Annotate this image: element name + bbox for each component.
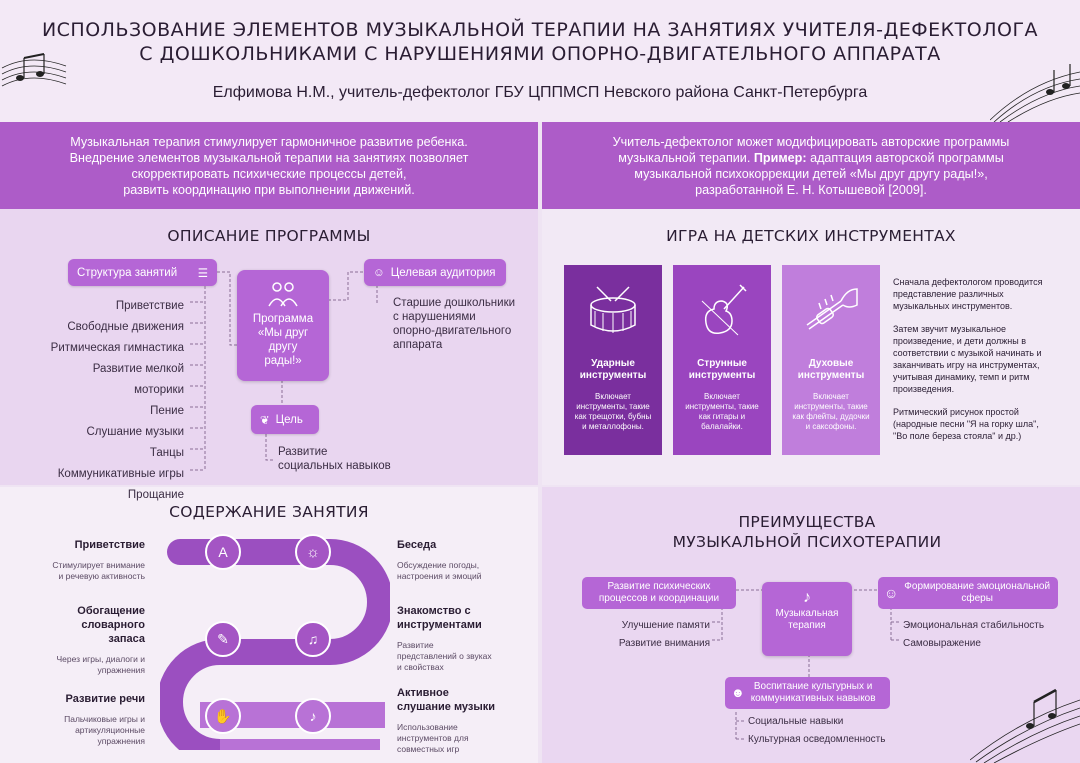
benefits-center: ♪ Музыкальная терапия (762, 582, 852, 656)
instruments-title: ИГРА НА ДЕТСКИХ ИНСТРУМЕНТАХ (666, 227, 956, 245)
list-item: Слушание музыки (86, 426, 184, 438)
hands-icon: ❦ (260, 414, 270, 427)
list-item: Ритмическая гимнастика (50, 342, 184, 354)
step-speech: Развитие речи Пальчиковые игры и артикуляционные упражнения (64, 693, 145, 746)
smile-icon: ☺ (884, 585, 899, 601)
conversation-step-icon: ☼ (295, 534, 331, 570)
therapy-icon: ♪ (803, 589, 811, 606)
benefit-cognitive: Развитие психических процессов и координации (582, 577, 736, 609)
list-item: Приветствие (115, 300, 184, 312)
emotional-items (903, 617, 1044, 653)
instruments-description: Сначала дефектологом проводится представление различных музыкальных инструментов. Затем звучит музыкальное произведение, и дети должны в соответствии с музыкой начинать и заканчивать игру на инструментах, учитывая динамику, темп и ритм произведения. Ритмический рисунок простой (народные песни "Я на горку шла", "Во поле береза стояла" и др.) (893, 277, 1043, 441)
list-item: Социальные навыки (748, 716, 844, 727)
step-instruments: Знакомство с инструментами Развитие представлений о звуках и свойствах (397, 605, 492, 672)
step-greeting: Приветствие Стимулирует внимание и речевую активность (52, 539, 145, 581)
cognitive-items (585, 617, 710, 653)
program-title: ОПИСАНИЕ ПРОГРАММЫ (167, 227, 371, 245)
list-item: Улучшение памяти (621, 620, 710, 631)
greeting-step-icon: A (205, 534, 241, 570)
program-center: Программа «Мы друг другу рады!» (237, 270, 329, 381)
lesson-title: СОДЕРЖАНИЕ ЗАНЯТИЯ (169, 503, 369, 521)
intro-left: Музыкальная терапия стимулирует гармоничное развитие ребенка. Внедрение элементов музыкальной терапии на занятиях позволяет скорректировать психические процессы детей, развить координацию при выполнении движений. (0, 122, 538, 209)
listening-step-icon: ♪ (295, 698, 331, 734)
list-item: Культурная осведомленность (748, 734, 886, 745)
card-wind: Духовые инструменты Включает инструменты, такие как флейты, дудочки и саксофоны. (782, 265, 880, 455)
violin-icon (692, 281, 752, 341)
goal-text: Развитие социальных навыков (278, 446, 391, 472)
group-icon: ☻ (731, 685, 745, 700)
audience-text: Старшие дошкольники с нарушениями опорно-двигательного аппарата (393, 297, 516, 351)
people-icon (266, 280, 300, 308)
structure-label: Структура занятий ☰ (68, 259, 217, 286)
step-vocabulary: Обогащение словарного запаса Через игры, диалоги и упражнения (56, 605, 145, 675)
list-item: Эмоциональная стабильность (903, 620, 1045, 631)
instruments-step-icon: ♫ (295, 621, 331, 657)
music-staff-bottom-icon (970, 670, 1080, 763)
trumpet-icon (801, 281, 861, 341)
list-item: Развитие мелкой моторики (92, 363, 184, 396)
benefit-emotional: ☺ Формирование эмоциональной сферы (878, 577, 1058, 609)
step-listening: Активное слушание музыки Использование инструментов для совместных игр (397, 687, 496, 754)
goal-label: ❦ Цель (251, 405, 319, 434)
list-item: Коммуникативные игры (57, 468, 184, 480)
audience-label: ☺ Целевая аудитория (364, 259, 506, 286)
step-conversation: Беседа Обсуждение погоды, настроения и эмоций (397, 539, 482, 581)
speech-step-icon: ✋ (205, 698, 241, 734)
card-percussion: Ударные инструменты Включает инструменты, такие как трещотки, бубны и металлофоны. (564, 265, 662, 455)
structure-list (40, 296, 184, 506)
drum-icon (583, 281, 643, 341)
intro-right: Учитель-дефектолог может модифицировать авторские программы музыкальной терапии. Пример: адаптация авторской программы музыкальной психокоррекции детей «Мы друг другу рады!», разработанной Е. Н. Котышевой [2009]. (542, 122, 1080, 209)
vocabulary-step-icon: ✎ (205, 621, 241, 657)
list-item: Танцы (149, 447, 184, 459)
list-item: Пение (150, 405, 184, 417)
benefits-title: ПРЕИМУЩЕСТВА МУЗЫКАЛЬНОЙ ПСИХОТЕРАПИИ (672, 513, 942, 551)
list-item: Прощание (127, 489, 184, 501)
list-item: Свободные движения (67, 321, 184, 333)
lesson-path-bottom (160, 690, 390, 730)
list-item: Самовыражение (903, 638, 981, 649)
list-item: Развитие внимания (618, 638, 710, 649)
person-icon: ☺ (373, 266, 385, 279)
page-title: ИСПОЛЬЗОВАНИЕ ЭЛЕМЕНТОВ МУЗЫКАЛЬНОЙ ТЕРАПИИ НА ЗАНЯТИЯХ УЧИТЕЛЯ-ДЕФЕКТОЛОГА С ДОШКОЛЬНИКАМИ С НАРУШЕНИЯМИ ОПОРНО-ДВИГАТЕЛЬНОГО АППАРАТА (41, 19, 1039, 65)
author-line: Елфимова Н.М., учитель-дефектолог ГБУ ЦППМСП Невского района Санкт-Петербурга (212, 84, 868, 101)
social-items (748, 713, 885, 749)
list-icon: ☰ (197, 267, 208, 280)
benefit-social: ☻ Воспитание культурных и коммуникативных навыков (725, 677, 890, 709)
card-strings: Струнные инструменты Включает инструменты, такие как гитары и балалайки. (673, 265, 771, 455)
